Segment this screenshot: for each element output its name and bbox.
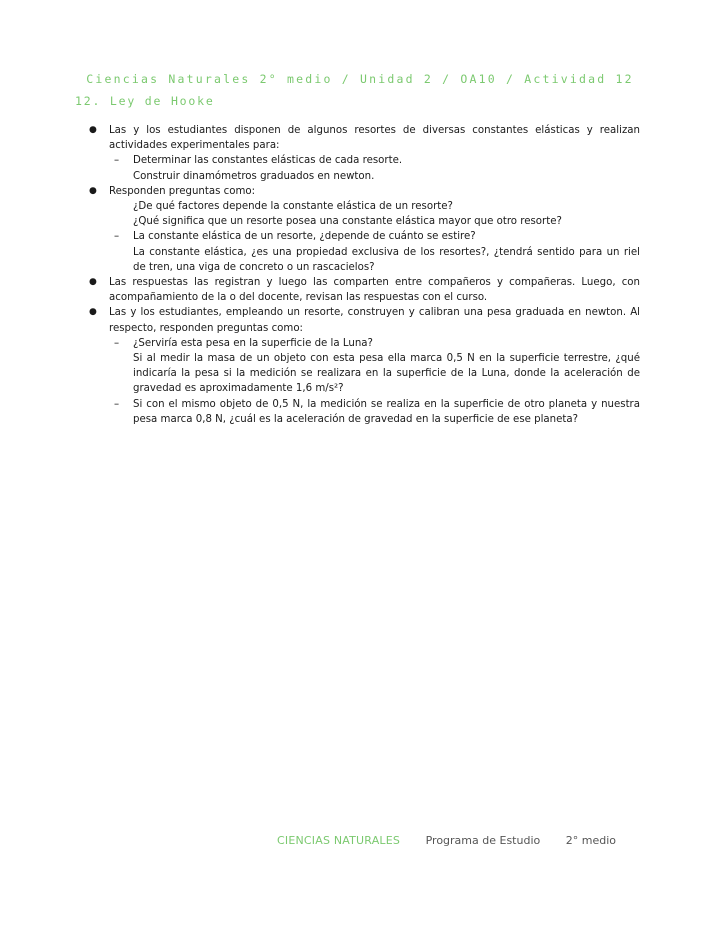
bullet-icon: ● [89, 125, 97, 135]
dash-icon: – [114, 398, 120, 410]
sub-list [109, 153, 640, 183]
dash-text: La constante elástica de un resorte, ¿depende de cuánto se estire? [133, 231, 476, 243]
plain-item [109, 169, 640, 184]
bullet-icon: ● [89, 307, 97, 318]
dash-text: Si con el mismo objeto de 0,5 N, la medición se realiza en la superficie de otro planeta y nuestra pesa marca 0,8 N, ¿cuál es la aceleración de gravedad en la superficie de ese planeta? [133, 398, 640, 425]
dash-icon: – [114, 155, 120, 167]
bullet-icon: ● [89, 185, 97, 196]
dash-item [109, 336, 640, 351]
bullet-item [85, 123, 640, 184]
plain-text: Si al medir la masa de un objeto con esta pesa ella marca 0,5 N en la superficie terrestre, ¿qué indicaría la pesa si la medición se realizara en la superficie de la Luna, donde la aceleración de gravedad es aproximadamente 1,6 m/s²? [133, 353, 640, 395]
bullet-item [85, 184, 640, 275]
plain-text: ¿De qué factores depende la constante elástica de un resorte? [133, 201, 453, 213]
plain-item [109, 245, 640, 275]
sub-list [109, 336, 640, 427]
footer-subject: CIENCIAS NATURALES [277, 834, 401, 847]
breadcrumb: Ciencias Naturales 2° medio / Unidad 2 / OA10 / Actividad 12 [86, 72, 634, 86]
page-footer [277, 834, 616, 847]
bullet-text: Las y los estudiantes disponen de algunos resortes de diversas constantes elásticas y realizan actividades experimentales para: [109, 125, 640, 152]
bullet-text: Responden preguntas como: [109, 185, 256, 197]
plain-text: La constante elástica, ¿es una propiedad exclusiva de los resortes?, ¿tendrá sentido para un riel de tren, una viga de concreto o un rascacielos? [133, 246, 640, 273]
sub-list [109, 199, 640, 275]
section-title: 12. Ley de Hooke [75, 94, 215, 108]
dash-icon: – [114, 337, 120, 349]
bullet-icon: ● [89, 277, 97, 288]
dash-item [109, 229, 640, 244]
dash-text: ¿Serviría esta pesa en la superficie de la Luna? [133, 337, 373, 349]
footer-program: Programa de Estudio [425, 834, 541, 847]
plain-item [109, 214, 640, 229]
dash-item [109, 397, 640, 427]
activity-content [85, 123, 640, 427]
plain-text: Construir dinamómetros graduados en newton. [133, 170, 375, 182]
bullet-text: Las respuestas las registran y luego las comparten entre compañeros y compañeras. Luego, con acompañamiento de la o del docente, revisan las respuestas con el curso. [109, 277, 640, 304]
dash-icon: – [114, 231, 120, 243]
plain-item [109, 351, 640, 397]
footer-grade: 2° medio [565, 834, 616, 847]
dash-text: Determinar las constantes elásticas de cada resorte. [133, 155, 403, 167]
dash-item [109, 153, 640, 168]
plain-text: ¿Qué significa que un resorte posea una constante elástica mayor que otro resorte? [133, 216, 562, 228]
bullet-item [85, 275, 640, 305]
bullet-item [85, 305, 640, 427]
plain-item [109, 199, 640, 214]
bullet-list [85, 123, 640, 427]
bullet-text: Las y los estudiantes, empleando un resorte, construyen y calibran una pesa graduada en newton. Al respecto, responden preguntas como: [109, 307, 640, 334]
